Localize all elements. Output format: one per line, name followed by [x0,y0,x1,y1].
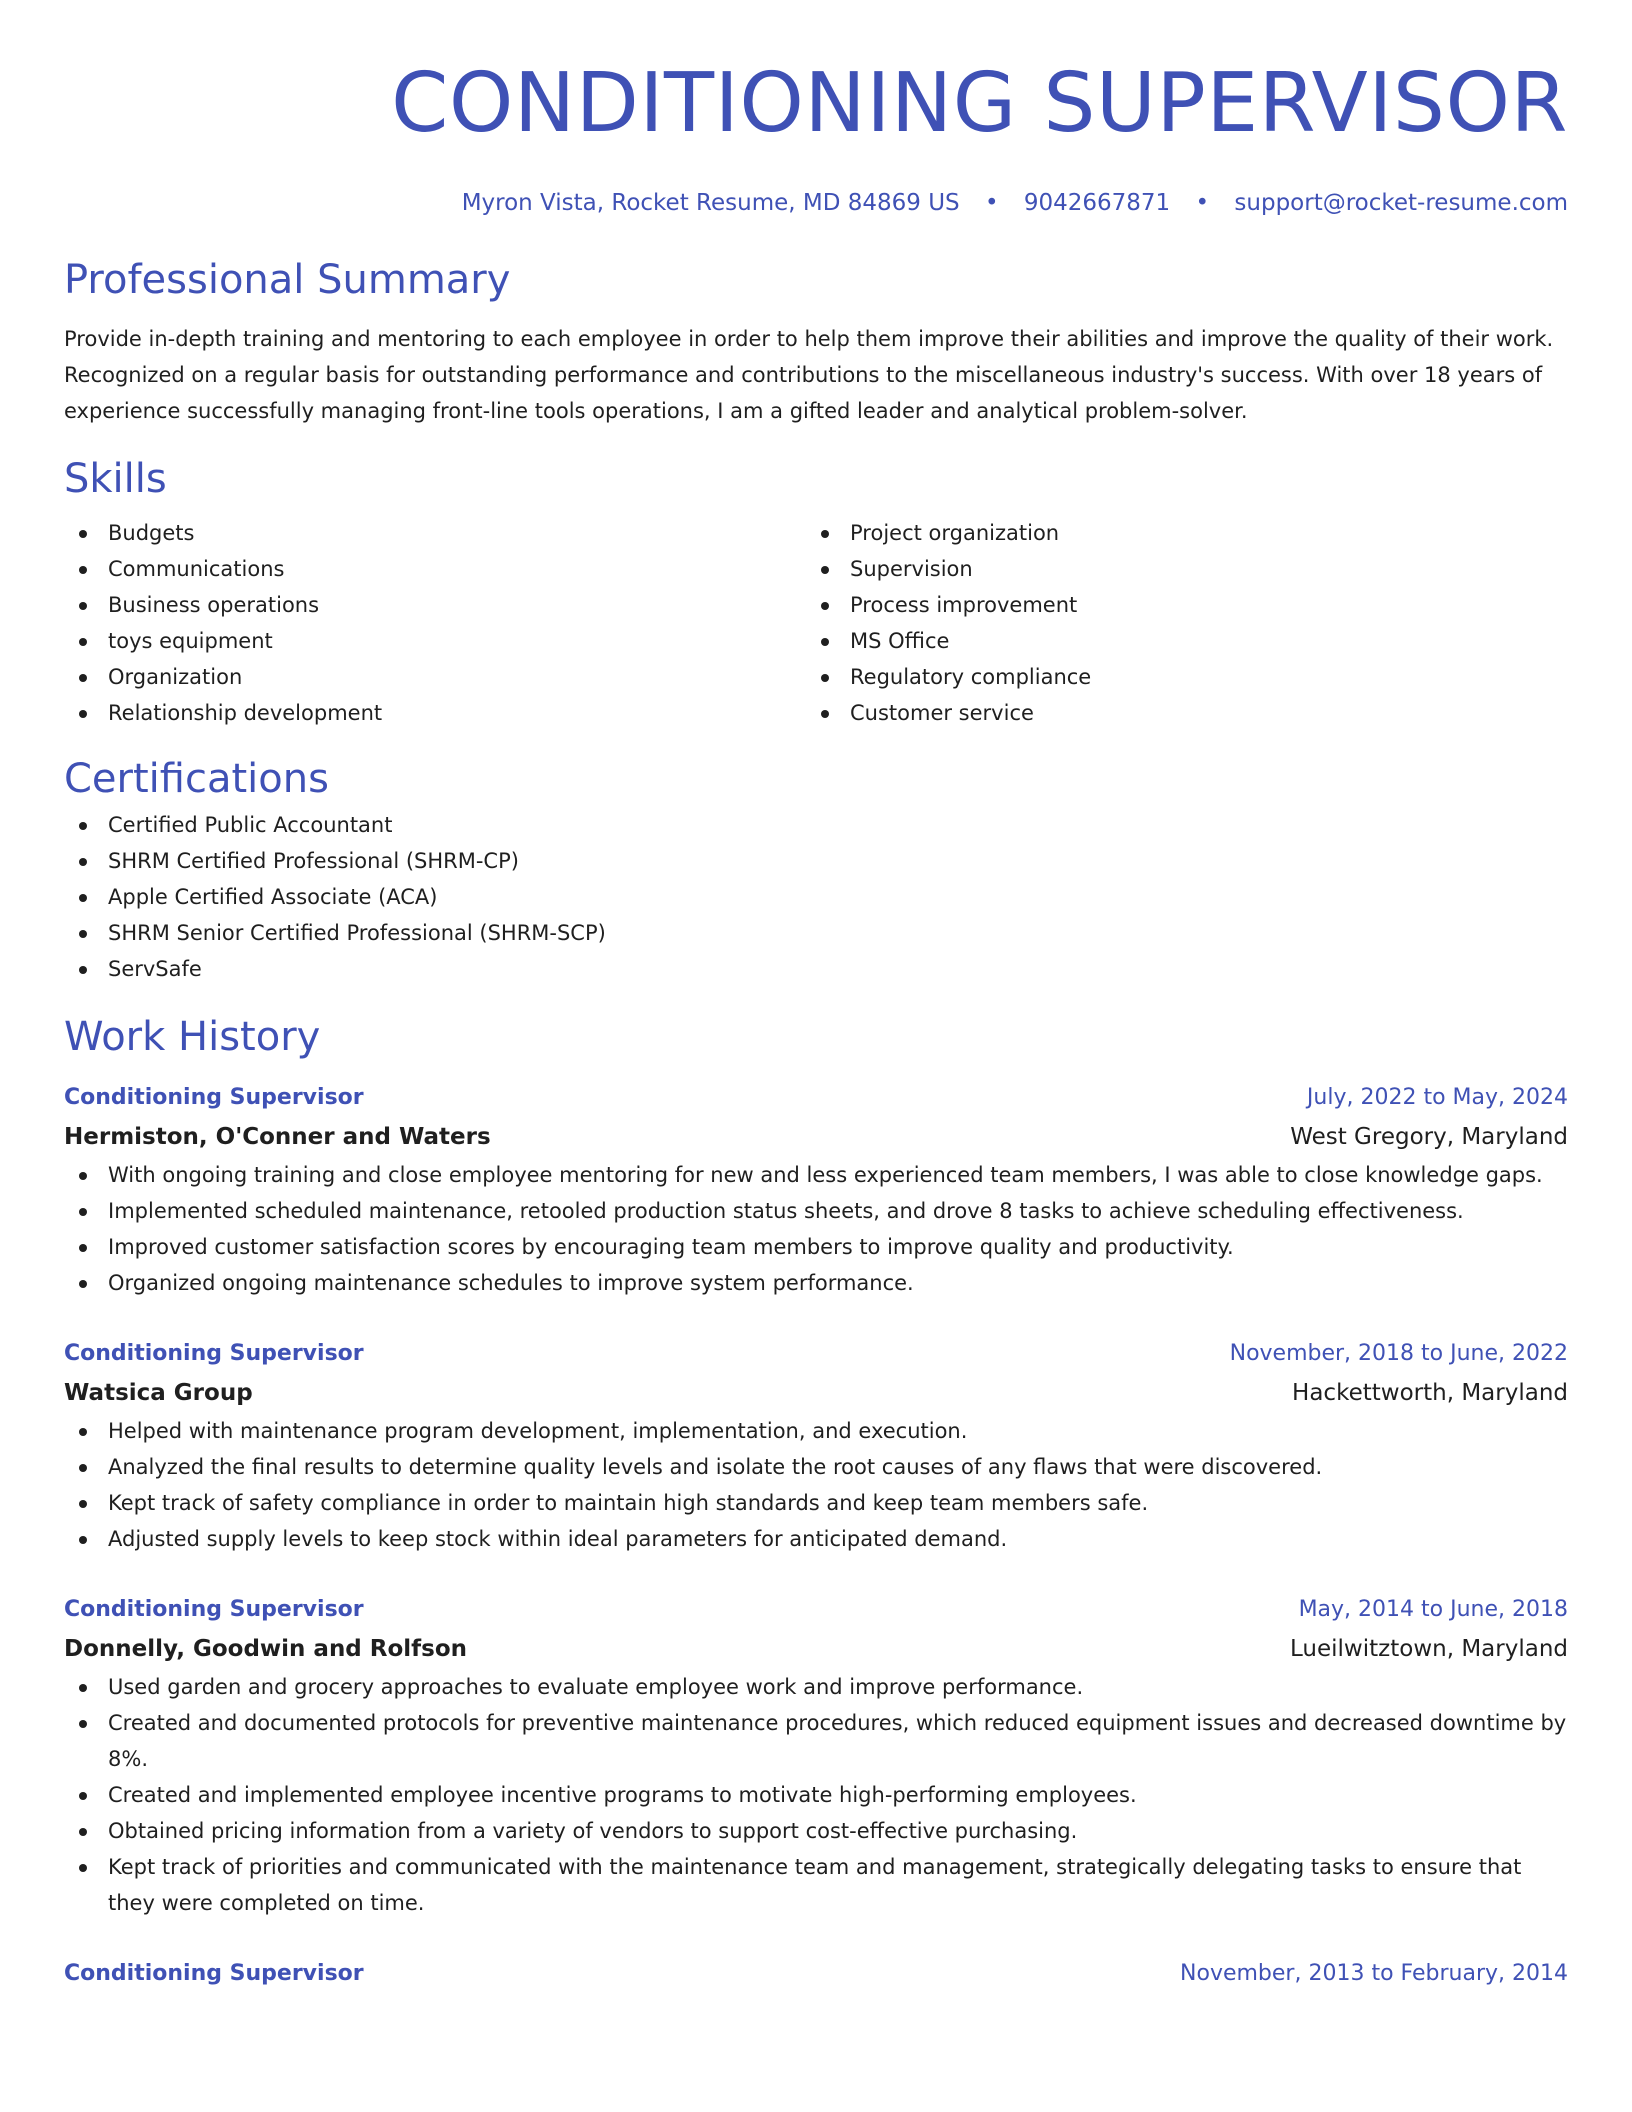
job-bullet-text: Organized ongoing maintenance schedules to improve system performance. [108,1271,914,1295]
job-bullet [64,1157,1568,1193]
certification-item [64,879,1568,915]
skill-item-text: toys equipment [108,629,273,653]
summary-heading: Professional Summary [64,257,511,303]
bullet-dot-icon [79,858,87,866]
job-bullet [64,1705,1568,1777]
job-title: Conditioning Supervisor [64,1961,364,1986]
bullet-dot-icon [821,674,829,682]
job-bullet-text: Analyzed the final results to determine quality levels and isolate the root causes of any flaws that were discovered. [108,1455,1323,1479]
bullet-dot-icon [821,710,829,718]
bullet-dot-icon [79,530,87,538]
certification-item [64,951,1568,987]
certification-item [64,915,1568,951]
job-location: Hackettworth, Maryland [1292,1380,1568,1406]
job-bullet-list [64,1157,1568,1301]
bullet-dot-icon [79,894,87,902]
skill-item [806,623,1548,659]
contact-separator: • [1195,190,1210,216]
job-title: Conditioning Supervisor [64,1085,364,1110]
resume-page [64,0,1568,1993]
work-history-section [64,1009,1568,1993]
bullet-dot-icon [79,1684,87,1692]
skill-item-text: Regulatory compliance [850,665,1092,689]
job-bullet [64,1485,1568,1521]
job-dates: November, 2018 to June, 2022 [1229,1341,1568,1366]
job-bullet [64,1265,1568,1301]
skill-item [806,587,1548,623]
skill-item [806,515,1548,551]
certification-item-text: Apple Certified Associate (ACA) [108,885,438,909]
job-company: Watsica Group [64,1380,253,1406]
contact-email[interactable]: support@rocket-resume.com [1234,190,1568,216]
certification-item-text: SHRM Certified Professional (SHRM-CP) [108,849,519,873]
certification-item [64,807,1568,843]
resume-name: CONDITIONING SUPERVISOR [391,56,1568,151]
contact-line [64,186,1568,220]
skill-item-text: Business operations [108,593,320,617]
job-company: Hermiston, O'Conner and Waters [64,1124,491,1150]
job-bullet [64,1193,1568,1229]
job-bullet-text: Helped with maintenance program development, implementation, and execution. [108,1419,968,1443]
job-bullet-text: Implemented scheduled maintenance, retooled production status sheets, and drove 8 tasks to achieve scheduling effectiveness. [108,1199,1464,1223]
summary-section [64,252,1568,429]
skill-item [64,623,806,659]
resume-header [64,0,1568,220]
bullet-dot-icon [79,1244,87,1252]
bullet-dot-icon [79,930,87,938]
bullet-dot-icon [79,1208,87,1216]
job-bullet-text: Created and implemented employee incentive programs to motivate high-performing employees. [108,1783,1137,1807]
skill-item-text: Customer service [850,701,1034,725]
job-bullet [64,1449,1568,1485]
bullet-dot-icon [79,1864,87,1872]
bullet-dot-icon [821,638,829,646]
bullet-dot-icon [79,966,87,974]
job-bullet-text: Used garden and grocery approaches to evaluate employee work and improve performance. [108,1675,1084,1699]
job-company-row [64,1629,1568,1669]
skill-item [806,659,1548,695]
contact-separator: • [984,190,999,216]
job-entry [64,1955,1568,1993]
job-bullet [64,1813,1568,1849]
job-bullet-text: Kept track of safety compliance in order to maintain high standards and keep team members safe. [108,1491,1149,1515]
certification-item-text: Certified Public Accountant [108,813,393,837]
job-company: Donnelly, Goodwin and Rolfson [64,1636,468,1662]
skills-section [64,451,1568,731]
job-bullet [64,1849,1568,1921]
bullet-dot-icon [821,566,829,574]
skills-column-left [64,515,806,731]
bullet-dot-icon [79,1464,87,1472]
contact-phone: 9042667871 [1023,190,1171,216]
skill-item-text: Organization [108,665,243,689]
job-bullet-text: With ongoing training and close employee mentoring for new and less experienced team members, I was able to close knowledge gaps. [108,1163,1543,1187]
skill-item [64,695,806,731]
bullet-dot-icon [79,1792,87,1800]
job-entry [64,1079,1568,1301]
job-dates: May, 2014 to June, 2018 [1298,1597,1568,1622]
work-history-heading: Work History [64,1014,321,1060]
certifications-heading: Certifications [64,756,329,802]
skill-item-text: Budgets [108,521,195,545]
skill-item-text: Process improvement [850,593,1078,617]
skill-item-text: Supervision [850,557,973,581]
certification-item [64,843,1568,879]
job-title-row [64,1591,1568,1629]
job-bullet-list [64,1669,1568,1921]
skill-item [806,551,1548,587]
skill-item [64,587,806,623]
bullet-dot-icon [79,638,87,646]
bullet-dot-icon [79,674,87,682]
job-bullet-text: Created and documented protocols for preventive maintenance procedures, which reduced equipment issues and decreased downtime by 8%. [108,1711,1567,1771]
job-entry [64,1335,1568,1557]
certification-item-text: SHRM Senior Certified Professional (SHRM-SCP) [108,921,606,945]
job-entry [64,1591,1568,1921]
bullet-dot-icon [79,1172,87,1180]
job-bullet [64,1413,1568,1449]
job-bullet [64,1229,1568,1265]
skill-item [806,695,1548,731]
bullet-dot-icon [79,1500,87,1508]
bullet-dot-icon [79,602,87,610]
bullet-dot-icon [79,1828,87,1836]
certifications-section [64,751,1568,987]
skill-item [64,515,806,551]
bullet-dot-icon [79,1280,87,1288]
bullet-dot-icon [821,530,829,538]
job-bullet [64,1669,1568,1705]
job-title-row [64,1955,1568,1993]
job-bullet [64,1521,1568,1557]
job-bullet-text: Obtained pricing information from a variety of vendors to support cost-effective purchasing. [108,1819,1078,1843]
skill-item-text: Project organization [850,521,1060,545]
job-bullet-text: Adjusted supply levels to keep stock within ideal parameters for anticipated demand. [108,1527,1008,1551]
bullet-dot-icon [79,710,87,718]
job-location: Lueilwitztown, Maryland [1290,1636,1568,1662]
job-location: West Gregory, Maryland [1290,1124,1568,1150]
job-bullet [64,1777,1568,1813]
job-title: Conditioning Supervisor [64,1341,364,1366]
skills-columns [64,515,1568,731]
bullet-dot-icon [821,602,829,610]
bullet-dot-icon [79,1536,87,1544]
summary-text: Provide in-depth training and mentoring to each employee in order to help them improve their abilities and improve the quality of their work. Recognized on a regular basis for outstanding performance and contributions to the miscellaneous industry's success. With over 18 years of experience successfully managing front-line tools operations, I am a gifted leader and analytical problem-solver. [64,327,1554,423]
bullet-dot-icon [79,1428,87,1436]
skill-item-text: Relationship development [108,701,383,725]
bullet-dot-icon [79,822,87,830]
job-dates: November, 2013 to February, 2014 [1180,1961,1568,1986]
skill-item [64,551,806,587]
bullet-dot-icon [79,566,87,574]
job-bullet-text: Improved customer satisfaction scores by encouraging team members to improve quality and productivity. [108,1235,1234,1259]
job-bullet-text: Kept track of priorities and communicated with the maintenance team and management, strategically delegating tasks to ensure that they were completed on time. [108,1855,1522,1915]
job-company-row [64,1117,1568,1157]
job-title: Conditioning Supervisor [64,1597,364,1622]
job-company-row [64,1373,1568,1413]
bullet-dot-icon [79,1720,87,1728]
skill-item [64,659,806,695]
contact-address: Myron Vista, Rocket Resume, MD 84869 US [461,190,960,216]
skill-item-text: Communications [108,557,285,581]
job-dates: July, 2022 to May, 2024 [1306,1085,1568,1110]
job-title-row [64,1335,1568,1373]
job-bullet-list [64,1413,1568,1557]
job-title-row [64,1079,1568,1117]
skills-heading: Skills [64,456,167,502]
job-list [64,1079,1568,1993]
certification-item-text: ServSafe [108,957,202,981]
skills-column-right [806,515,1548,731]
skill-item-text: MS Office [850,629,950,653]
